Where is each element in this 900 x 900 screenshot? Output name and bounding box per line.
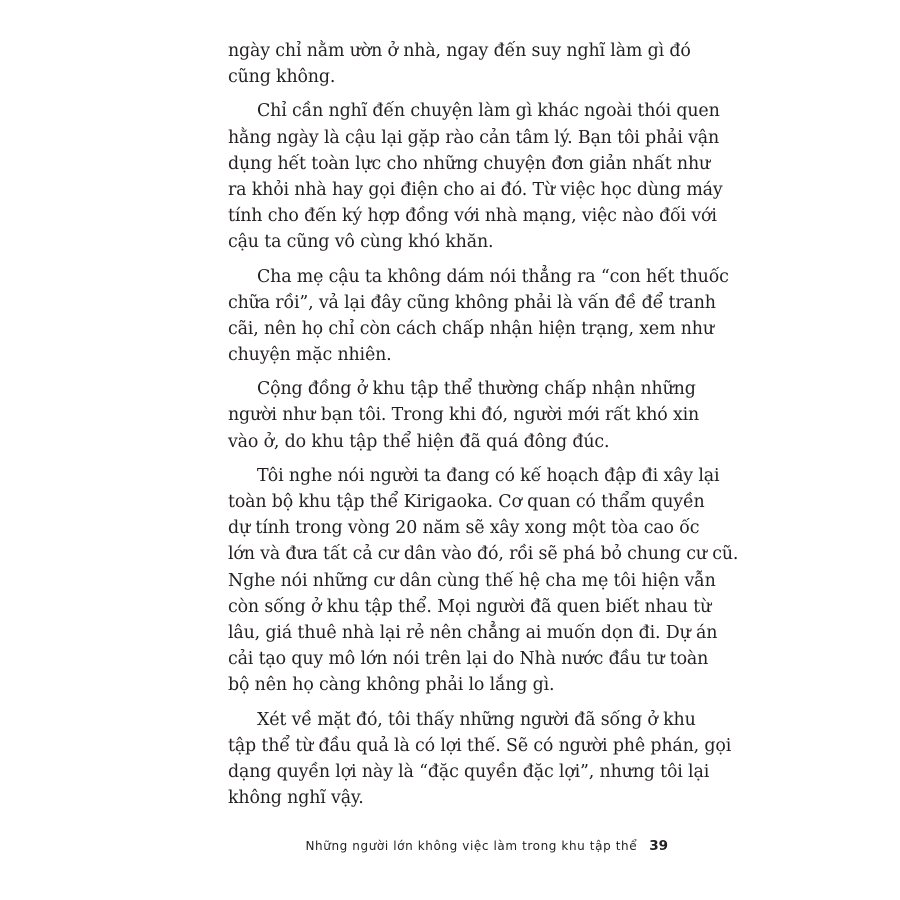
text-line: không nghĩ vậy. xyxy=(228,788,364,809)
paragraph-2 xyxy=(228,98,723,255)
paragraph-4 xyxy=(228,376,700,455)
text-line: lâu, giá thuê nhà lại rẻ nên chẳng ai muốn dọn đi. Dự án xyxy=(228,622,718,643)
text-line: Cha mẹ cậu ta không dám nói thẳng ra “con hết thuốc xyxy=(257,266,729,287)
text-line: toàn bộ khu tập thể Kirigaoka. Cơ quan có thẩm quyền xyxy=(228,492,705,512)
paragraph-1 xyxy=(228,38,691,90)
text-line: Nghe nói những cư dân cùng thế hệ cha mẹ tôi hiện vẫn xyxy=(228,570,716,591)
text-line: chữa rồi”, vả lại đây cũng không phải là vấn đề để tranh xyxy=(228,292,716,313)
text-line: dạng quyền lợi này là “đặc quyền đặc lợi”, nhưng tôi lại xyxy=(228,761,710,782)
text-line: dụng hết toàn lực cho những chuyện đơn giản nhất như xyxy=(228,153,711,174)
text-line: chuyện mặc nhiên. xyxy=(228,345,392,366)
text-line: Cộng đồng ở khu tập thể thường chấp nhận những xyxy=(257,379,696,400)
text-line: lớn và đưa tất cả cư dân vào đó, rồi sẽ phá bỏ chung cư cũ. xyxy=(228,544,739,565)
page-number: 39 xyxy=(649,838,668,854)
text-line: Tôi nghe nói người ta đang có kế hoạch đập đi xây lại xyxy=(257,465,720,486)
page-footer xyxy=(305,838,668,854)
text-line: cũng không. xyxy=(228,67,336,88)
text-line: bộ nên họ càng không phải lo lắng gì. xyxy=(228,675,555,696)
text-line: tính cho đến ký hợp đồng với nhà mạng, việc nào đối với xyxy=(228,206,717,227)
text-line: ra khỏi nhà hay gọi điện cho ai đó. Từ việc học dùng máy xyxy=(228,179,723,200)
text-line: dự tính trong vòng 20 năm sẽ xây xong một tòa cao ốc xyxy=(228,518,700,539)
text-line: ngày chỉ nằm ườn ở nhà, ngay đến suy nghĩ làm gì đó xyxy=(228,41,691,61)
text-line: cậu ta cũng vô cùng khó khăn. xyxy=(228,232,494,253)
page-body-text xyxy=(228,38,739,819)
text-line: còn sống ở khu tập thể. Mọi người đã quen biết nhau từ xyxy=(228,596,712,617)
running-title: Những người lớn không việc làm trong khu tập thể xyxy=(305,839,638,853)
text-line: vào ở, do khu tập thể hiện đã quá đông đúc. xyxy=(228,431,610,452)
paragraph-5 xyxy=(228,463,739,699)
text-line: tập thể từ đầu quả là có lợi thế. Sẽ có người phê phán, gọi xyxy=(228,735,732,756)
text-line: Xét về mặt đó, tôi thấy những người đã sống ở khu xyxy=(257,709,696,730)
text-line: cải tạo quy mô lớn nói trên lại do Nhà nước đầu tư toàn xyxy=(228,649,709,670)
text-line: cãi, nên họ chỉ còn cách chấp nhận hiện trạng, xem như xyxy=(228,318,714,339)
paragraph-6 xyxy=(228,707,732,812)
paragraph-3 xyxy=(228,264,729,369)
text-line: hằng ngày là cậu lại gặp rào cản tâm lý. Bạn tôi phải vận xyxy=(228,127,720,148)
text-line: Chỉ cần nghĩ đến chuyện làm gì khác ngoài thói quen xyxy=(257,101,720,122)
text-line: người như bạn tôi. Trong khi đó, người mới rất khó xin xyxy=(228,405,700,426)
